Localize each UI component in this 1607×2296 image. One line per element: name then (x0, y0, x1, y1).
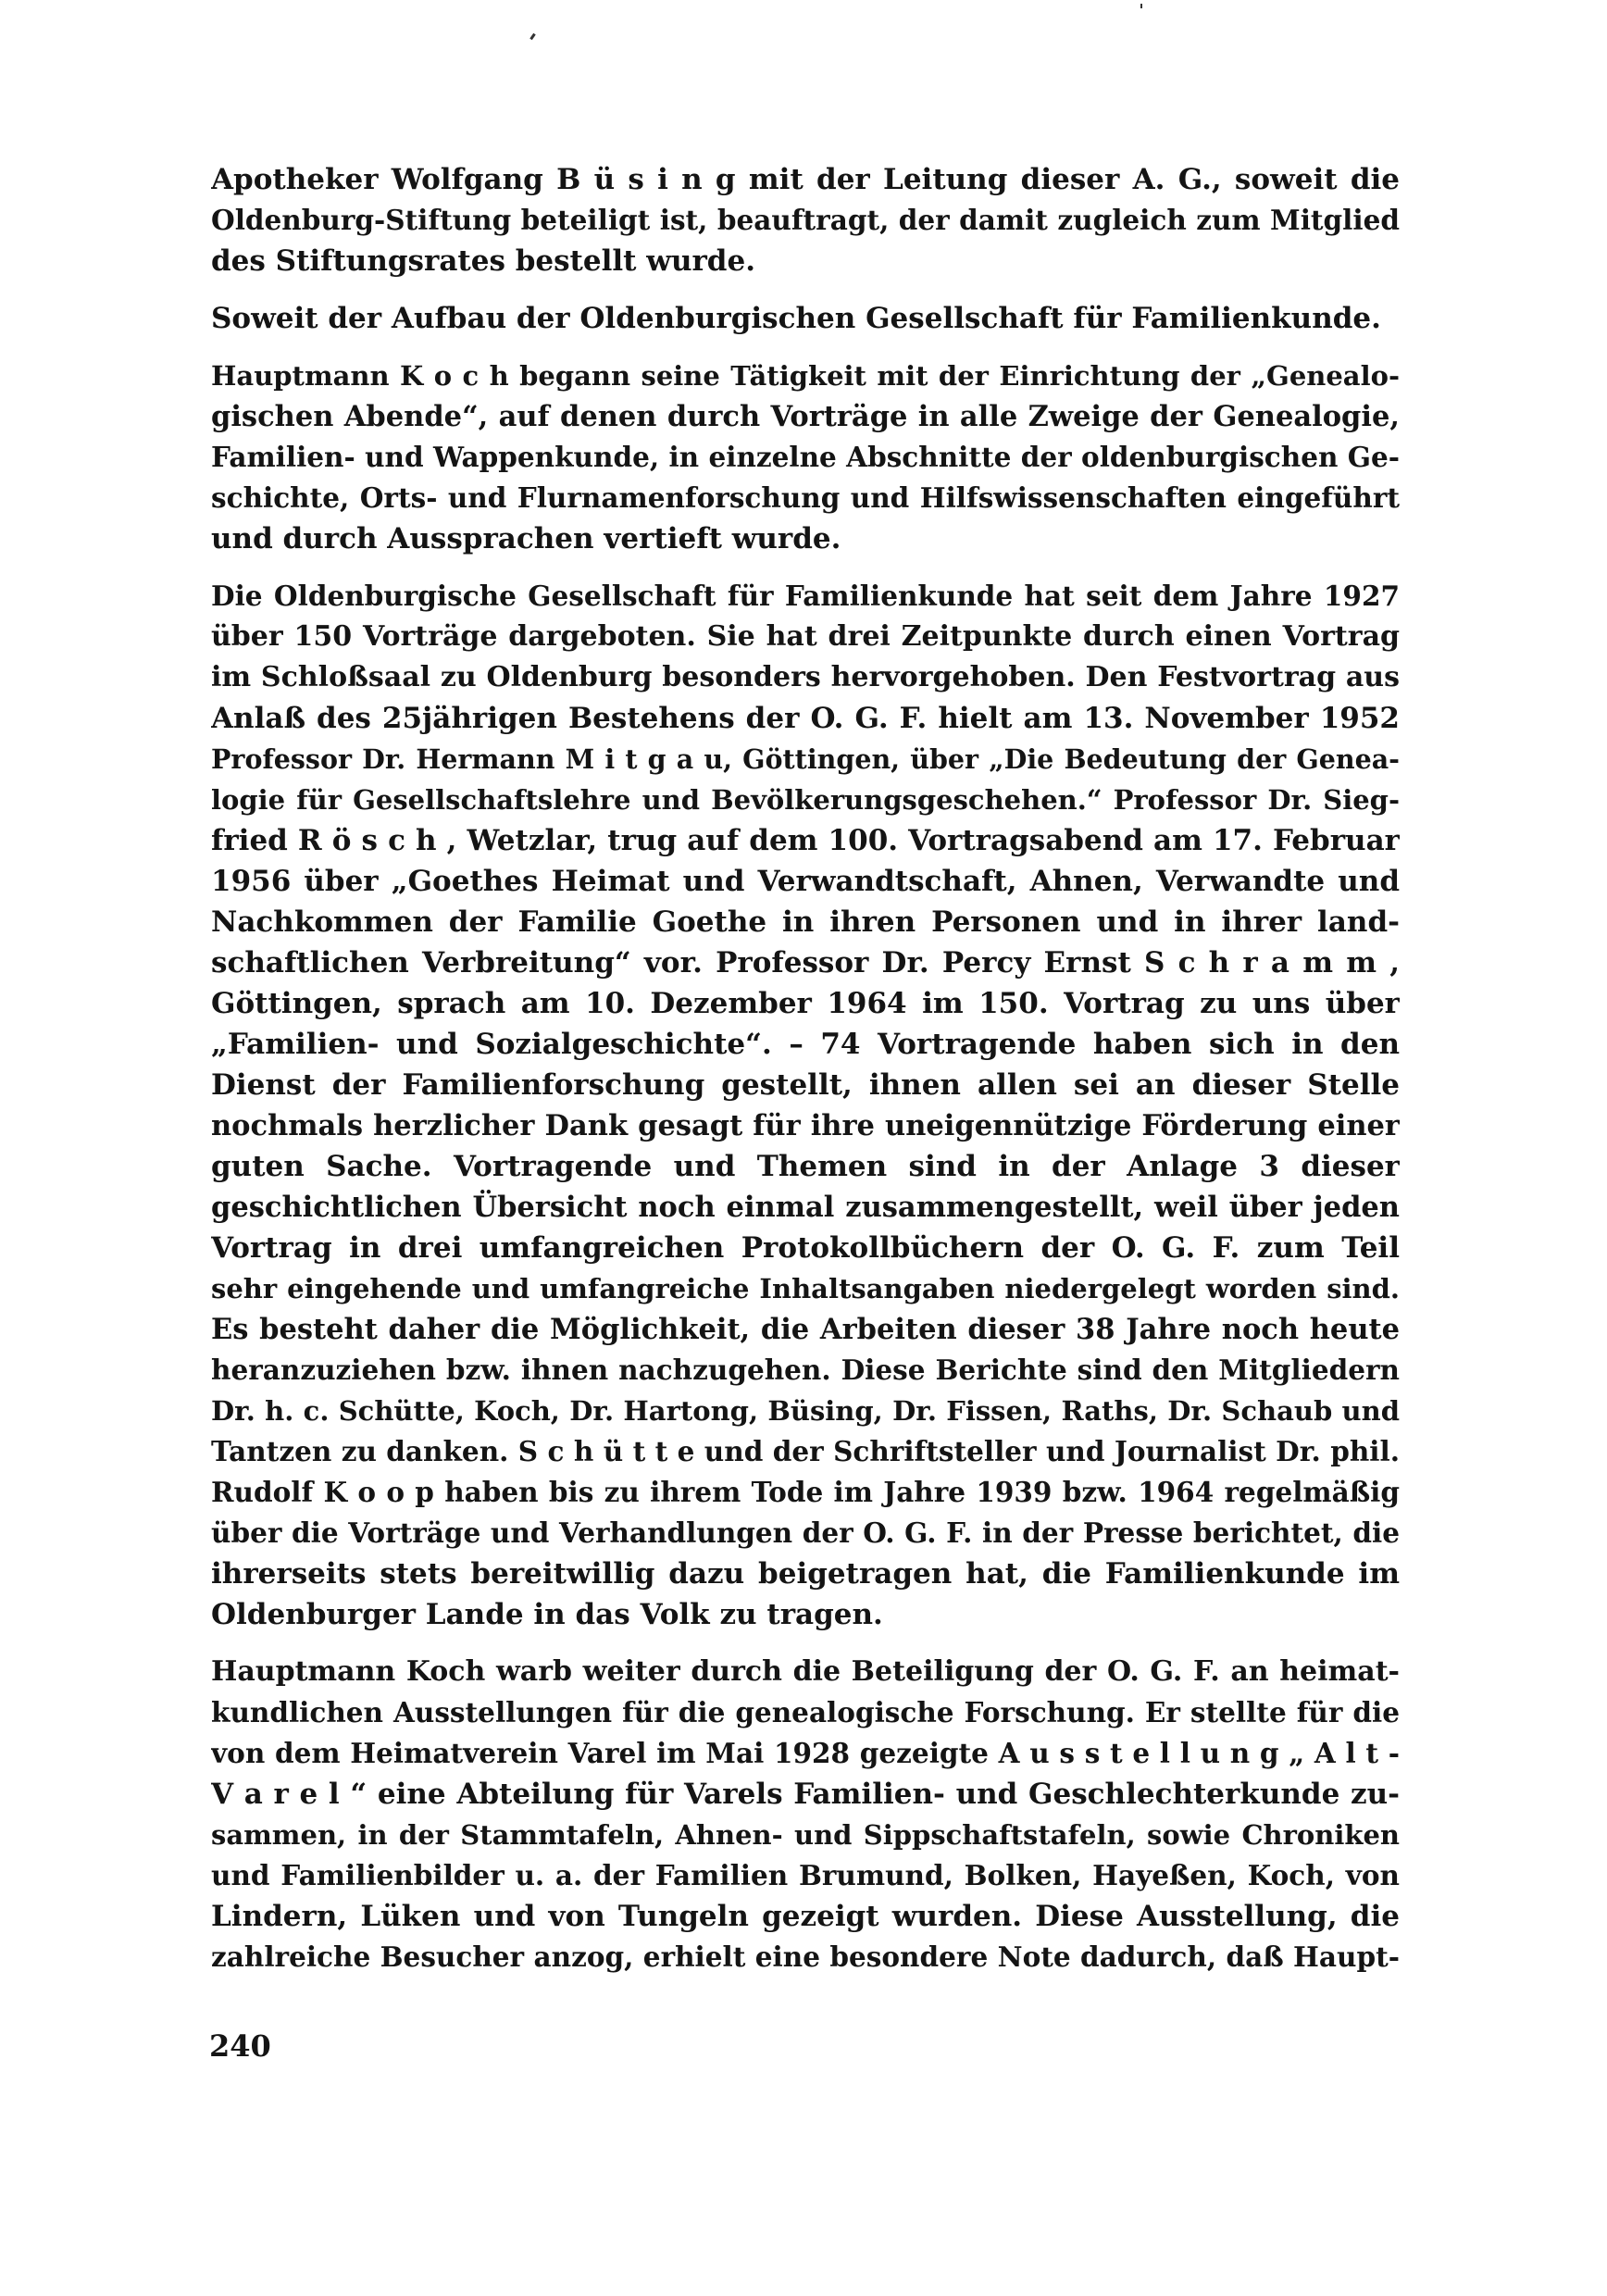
text-line: logie für Gesellschaftslehre und Bevölkerungsgeschehen.“ Professor Dr. Sieg- (211, 784, 1400, 816)
text-line: Tantzen zu danken. S c h ü t t e und der Schriftsteller und Journalist Dr. phil. (211, 1435, 1400, 1467)
text-line: Hauptmann Koch warb weiter durch die Beteiligung der O. G. F. an heimat- (211, 1655, 1400, 1688)
text-line: fried R ö s c h , Wetzlar, trug auf dem 100. Vortragsabend am 17. Februar (211, 824, 1400, 857)
text-line: Rudolf K o o p haben bis zu ihrem Tode im Jahre 1939 bzw. 1964 regelmäßig (211, 1476, 1400, 1508)
text-line: Oldenburg-Stiftung beteiligt ist, beauftragt, der damit zugleich zum Mitglied (211, 204, 1400, 236)
text-line: Die Oldenburgische Gesellschaft für Familienkunde hat seit dem Jahre 1927 (211, 580, 1400, 612)
text-line: sammen, in der Stammtafeln, Ahnen- und Sippschaftstafeln, sowie Chroniken (211, 1819, 1400, 1851)
text-line: im Schloßsaal zu Oldenburg besonders hervorgehoben. Den Festvortrag aus (211, 661, 1400, 693)
text-line: Vortrag in drei umfangreichen Protokollbüchern der O. G. F. zum Teil (211, 1231, 1400, 1265)
text-line: sehr eingehende und umfangreiche Inhaltsangaben niedergelegt worden sind. (211, 1273, 1400, 1304)
paragraph (211, 1652, 1400, 1978)
text-line: Dienst der Familienforschung gestellt, ihnen allen sei an dieser Stelle (211, 1068, 1400, 1102)
text-line: Göttingen, sprach am 10. Dezember 1964 im 150. Vortrag zu uns über (211, 987, 1400, 1020)
text-line: 1956 über „Goethes Heimat und Verwandtschaft, Ahnen, Verwandte und (211, 865, 1400, 898)
paragraph (211, 298, 1400, 339)
text-line: nochmals herzlicher Dank gesagt für ihre uneigennützige Förderung einer (211, 1109, 1400, 1142)
text-line: „Familien- und Sozialgeschichte“. – 74 Vortragende haben sich in den (211, 1028, 1400, 1061)
text-line: über 150 Vorträge dargeboten. Sie hat drei Zeitpunkte durch einen Vortrag (211, 620, 1400, 653)
paragraph (211, 159, 1400, 281)
body-text (211, 159, 1400, 1994)
text-line: Oldenburger Lande in das Volk zu tragen. (211, 1598, 883, 1631)
scan-speck (1140, 4, 1142, 8)
text-line: Nachkommen der Familie Goethe in ihren Personen und in ihrer land- (211, 905, 1400, 939)
text-line: Hauptmann K o c h begann seine Tätigkeit mit der Einrichtung der „Genealo- (211, 360, 1400, 392)
text-line: Es besteht daher die Möglichkeit, die Arbeiten dieser 38 Jahre noch heute (211, 1313, 1400, 1346)
paragraph (211, 576, 1400, 1635)
text-line: schichte, Orts- und Flurnamenforschung und Hilfswissenschaften eingeführt (211, 481, 1400, 514)
text-line: und Familienbilder u. a. der Familien Brumund, Bolken, Hayeßen, Koch, von (211, 1859, 1400, 1891)
text-line: zahlreiche Besucher anzog, erhielt eine besondere Note dadurch, daß Haupt- (211, 1940, 1400, 1973)
text-line: Professor Dr. Hermann M i t g a u, Göttingen, über „Die Bedeutung der Genea- (211, 743, 1400, 775)
page-number: 240 (209, 2028, 271, 2064)
text-line: Anlaß des 25jährigen Bestehens der O. G. F. hielt am 13. November 1952 (211, 702, 1400, 735)
text-line: V a r e l “ eine Abteilung für Varels Familien- und Geschlechterkunde zu- (211, 1778, 1400, 1811)
text-line: Familien- und Wappenkunde, in einzelne Abschnitte der oldenburgischen Ge- (211, 441, 1400, 473)
text-line: des Stiftungsrates bestellt wurde. (211, 244, 756, 278)
text-line: geschichtlichen Übersicht noch einmal zusammengestellt, weil über jeden (211, 1191, 1400, 1224)
text-line: schaftlichen Verbreitung“ vor. Professor Dr. Percy Ernst S c h r a m m , (211, 946, 1400, 980)
text-line: guten Sache. Vortragende und Themen sind in der Anlage 3 dieser (211, 1150, 1400, 1183)
text-line: Apotheker Wolfgang B ü s i n g mit der Leitung dieser A. G., soweit die (211, 163, 1400, 196)
text-line: Dr. h. c. Schütte, Koch, Dr. Hartong, Büsing, Dr. Fissen, Raths, Dr. Schaub und (211, 1395, 1400, 1427)
text-line: Lindern, Lüken und von Tungeln gezeigt wurden. Diese Ausstellung, die (211, 1900, 1400, 1933)
text-line: und durch Aussprachen vertieft wurde. (211, 522, 841, 555)
text-line: kundlichen Ausstellungen für die genealogische Forschung. Er stellte für die (211, 1696, 1400, 1728)
text-line: heranzuziehen bzw. ihnen nachzugehen. Diese Berichte sind den Mitgliedern (211, 1354, 1400, 1386)
text-line: Soweit der Aufbau der Oldenburgischen Gesellschaft für Familienkunde. (211, 302, 1381, 335)
text-line: über die Vorträge und Verhandlungen der O. G. F. in der Presse berichtet, die (211, 1516, 1400, 1549)
text-line: gischen Abende“, auf denen durch Vorträge in alle Zweige der Genealogie, (211, 400, 1400, 433)
text-line: von dem Heimatverein Varel im Mai 1928 gezeigte A u s s t e l l u n g „ A l t - (211, 1737, 1400, 1769)
paragraph (211, 356, 1400, 559)
text-line: ihrerseits stets bereitwillig dazu beigetragen hat, die Familienkunde im (211, 1557, 1400, 1591)
scan-speck (529, 33, 535, 40)
